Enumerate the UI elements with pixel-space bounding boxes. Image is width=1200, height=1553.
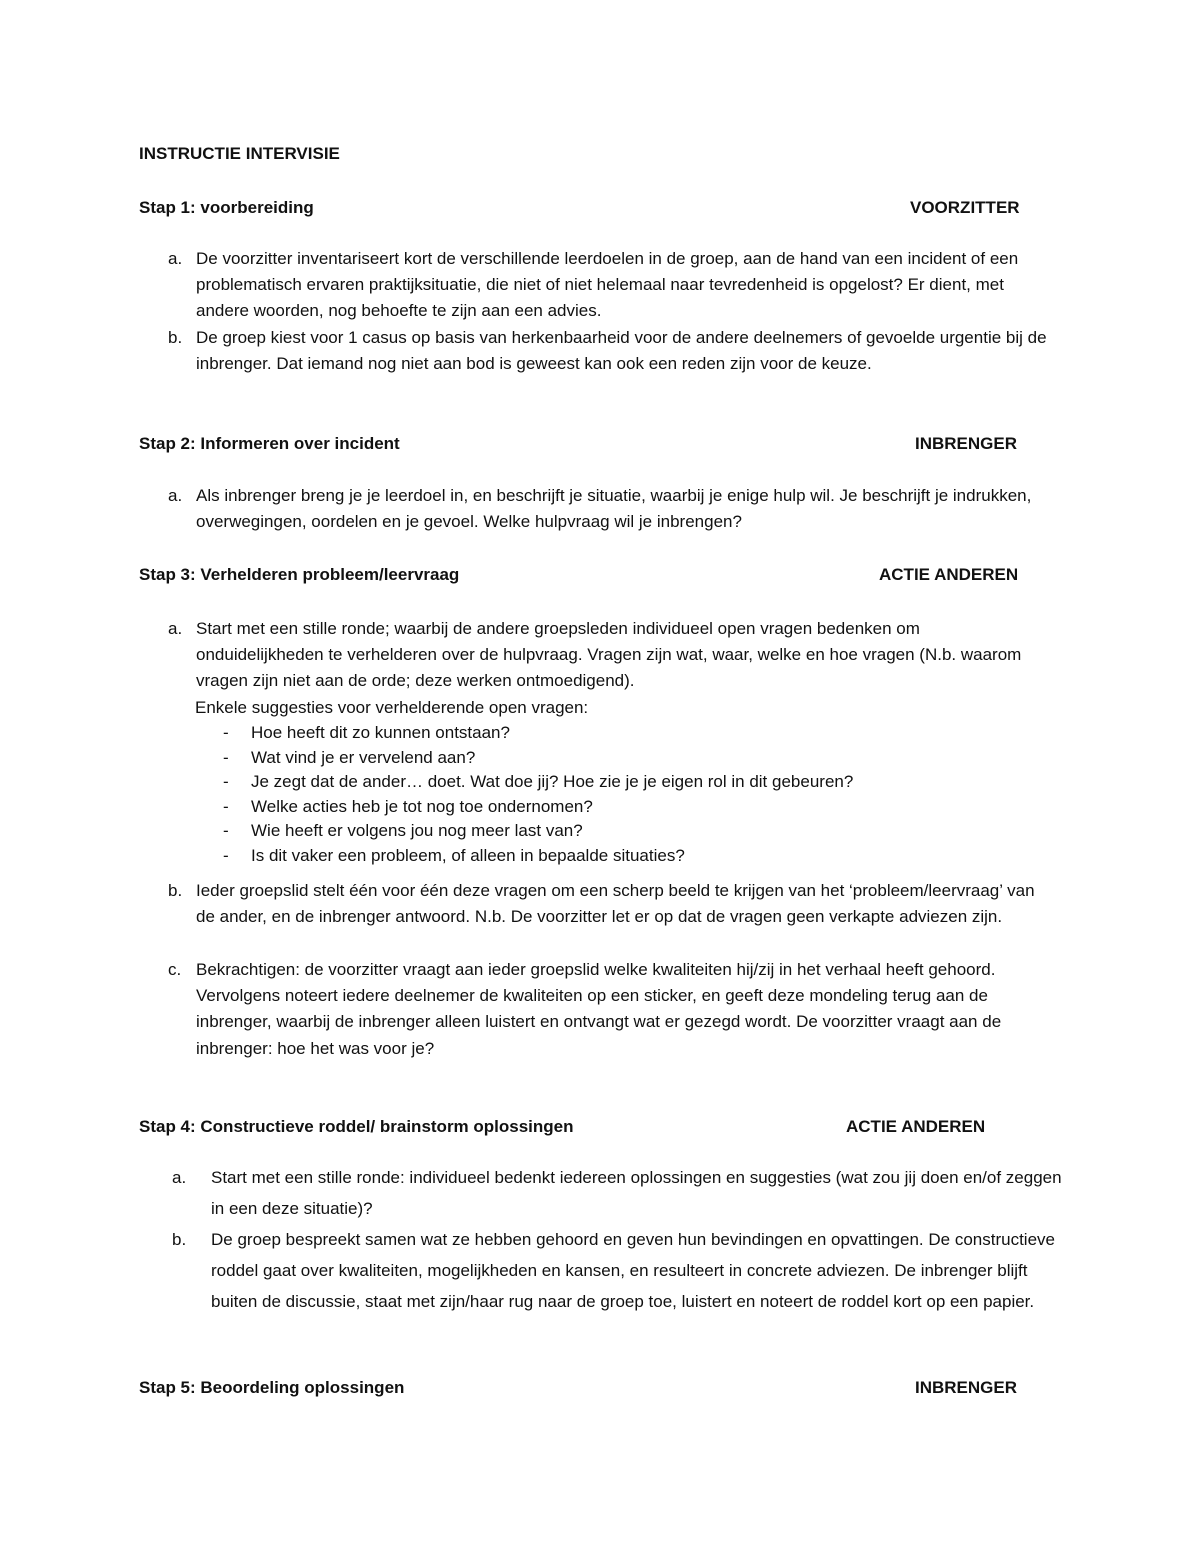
step-heading-text: Stap 1: voorbereiding: [139, 198, 314, 217]
list-item: - Welke acties heb je tot nog toe ondernomen?: [223, 796, 593, 816]
list-text: Start met een stille ronde; waarbij de andere groepsleden individueel open vragen bedenken om onduidelijkheden te verhelderen over de hulpvraag. Vragen zijn wat, waar, welke en hoe vragen (N.b. waarom vragen zijn niet aan de orde; deze werken ontmoedigend).: [196, 619, 1022, 691]
list-text: Bekrachtigen: de voorzitter vraagt aan ieder groepslid welke kwaliteiten hij/zij in het verhaal heeft gehoord. Vervolgens noteert iedere deelnemer de kwaliteiten op een sticker, en geeft deze mondeling terug aan de inbrenger, waarbij de inbrenger alleen luistert en ontvangt wat er gezegd wordt. De voorzitter vraagt aan de inbrenger: hoe het was voor je?: [196, 960, 1002, 1058]
list-item: [168, 246, 1048, 325]
list-item: [168, 878, 1048, 930]
list-item: [172, 1224, 1062, 1317]
list-item: [172, 1162, 1062, 1224]
step-role: INBRENGER: [915, 1378, 1018, 1397]
list-marker: c.: [168, 960, 182, 979]
list-text: De voorzitter inventariseert kort de verschillende leerdoelen in de groep, aan de hand van een incident of een problematisch ervaren praktijksituatie, die niet of niet helemaal naar tevredenheid is opgelost? Er dient, met andere woorden, nog behoefte te zijn aan een advies.: [196, 249, 1019, 321]
step-5-heading: [139, 1378, 1029, 1398]
step-role: VOORZITTER: [910, 198, 1020, 217]
list-marker: a.: [168, 249, 183, 268]
list-item: - Is dit vaker een probleem, of alleen in bepaalde situaties?: [223, 845, 685, 865]
list-marker: b.: [168, 328, 183, 347]
step-heading-text: Stap 5: Beoordeling oplossingen: [139, 1378, 405, 1397]
step-heading-text: Stap 2: Informeren over incident: [139, 434, 400, 453]
step-role: INBRENGER: [915, 434, 1018, 453]
list-marker: b.: [168, 881, 183, 900]
step-role: ACTIE ANDEREN: [879, 565, 1019, 584]
list-text: De groep bespreekt samen wat ze hebben gehoord en geven hun bevindingen en opvattingen. De constructieve roddel gaat over kwaliteiten, mogelijkheden en kansen, en resulteert in concrete adviezen. De inbrenger blijft buiten de discussie, staat met zijn/haar rug naar de groep toe, luistert en noteert de roddel kort op een papier.: [211, 1230, 1055, 1311]
list-item: - Wat vind je er vervelend aan?: [223, 747, 476, 767]
suggestions-intro: Enkele suggesties voor verhelderende open vragen:: [195, 698, 589, 717]
list-text: De groep kiest voor 1 casus op basis van herkenbaarheid voor de andere deelnemers of gevoelde urgentie bij de inbrenger. Dat iemand nog niet aan bod is geweest kan ook een reden zijn voor de keuze.: [196, 328, 1047, 374]
list-item: - Wie heeft er volgens jou nog meer last van?: [223, 821, 583, 841]
step-role: ACTIE ANDEREN: [846, 1117, 986, 1136]
step-4-heading: [139, 1117, 1029, 1137]
step-heading-text: Stap 4: Constructieve roddel/ brainstorm oplossingen: [139, 1117, 574, 1136]
list-item: - Je zegt dat de ander… doet. Wat doe jij? Hoe zie je je eigen rol in dit gebeuren?: [223, 772, 854, 792]
list-marker: b.: [172, 1230, 187, 1249]
list-text: Ieder groepslid stelt één voor één deze vragen om een scherp beeld te krijgen van het ‘probleem/leervraag’ van de ander, en de inbrenger antwoord. N.b. De voorzitter let er op dat de vragen geen verkapte adviezen zijn.: [196, 881, 1035, 927]
list-item: [168, 325, 1048, 377]
suggestions-list: [195, 721, 1035, 869]
list-item: - Hoe heeft dit zo kunnen ontstaan?: [223, 723, 510, 742]
list-item: [168, 616, 1048, 695]
list-marker: a.: [168, 486, 183, 505]
step-heading-text: Stap 3: Verhelderen probleem/leervraag: [139, 565, 460, 584]
step-2-heading: [139, 434, 1029, 454]
step-3-heading: [139, 565, 1029, 585]
document-title: INSTRUCTIE INTERVISIE: [139, 144, 340, 163]
list-marker: a.: [172, 1168, 187, 1187]
list-item: [168, 483, 1048, 535]
step-1-heading: [139, 198, 1029, 218]
list-text: Start met een stille ronde: individueel bedenkt iedereen oplossingen en suggesties (wat zou jij doen en/of zeggen in een deze situatie)?: [211, 1168, 1062, 1218]
list-marker: a.: [168, 619, 183, 638]
list-item: [168, 957, 1048, 1062]
list-text: Als inbrenger breng je je leerdoel in, en beschrijft je situatie, waarbij je enige hulp wil. Je beschrijft je indrukken, overwegingen, oordelen en je gevoel. Welke hulpvraag wil je inbrengen?: [196, 486, 1032, 532]
